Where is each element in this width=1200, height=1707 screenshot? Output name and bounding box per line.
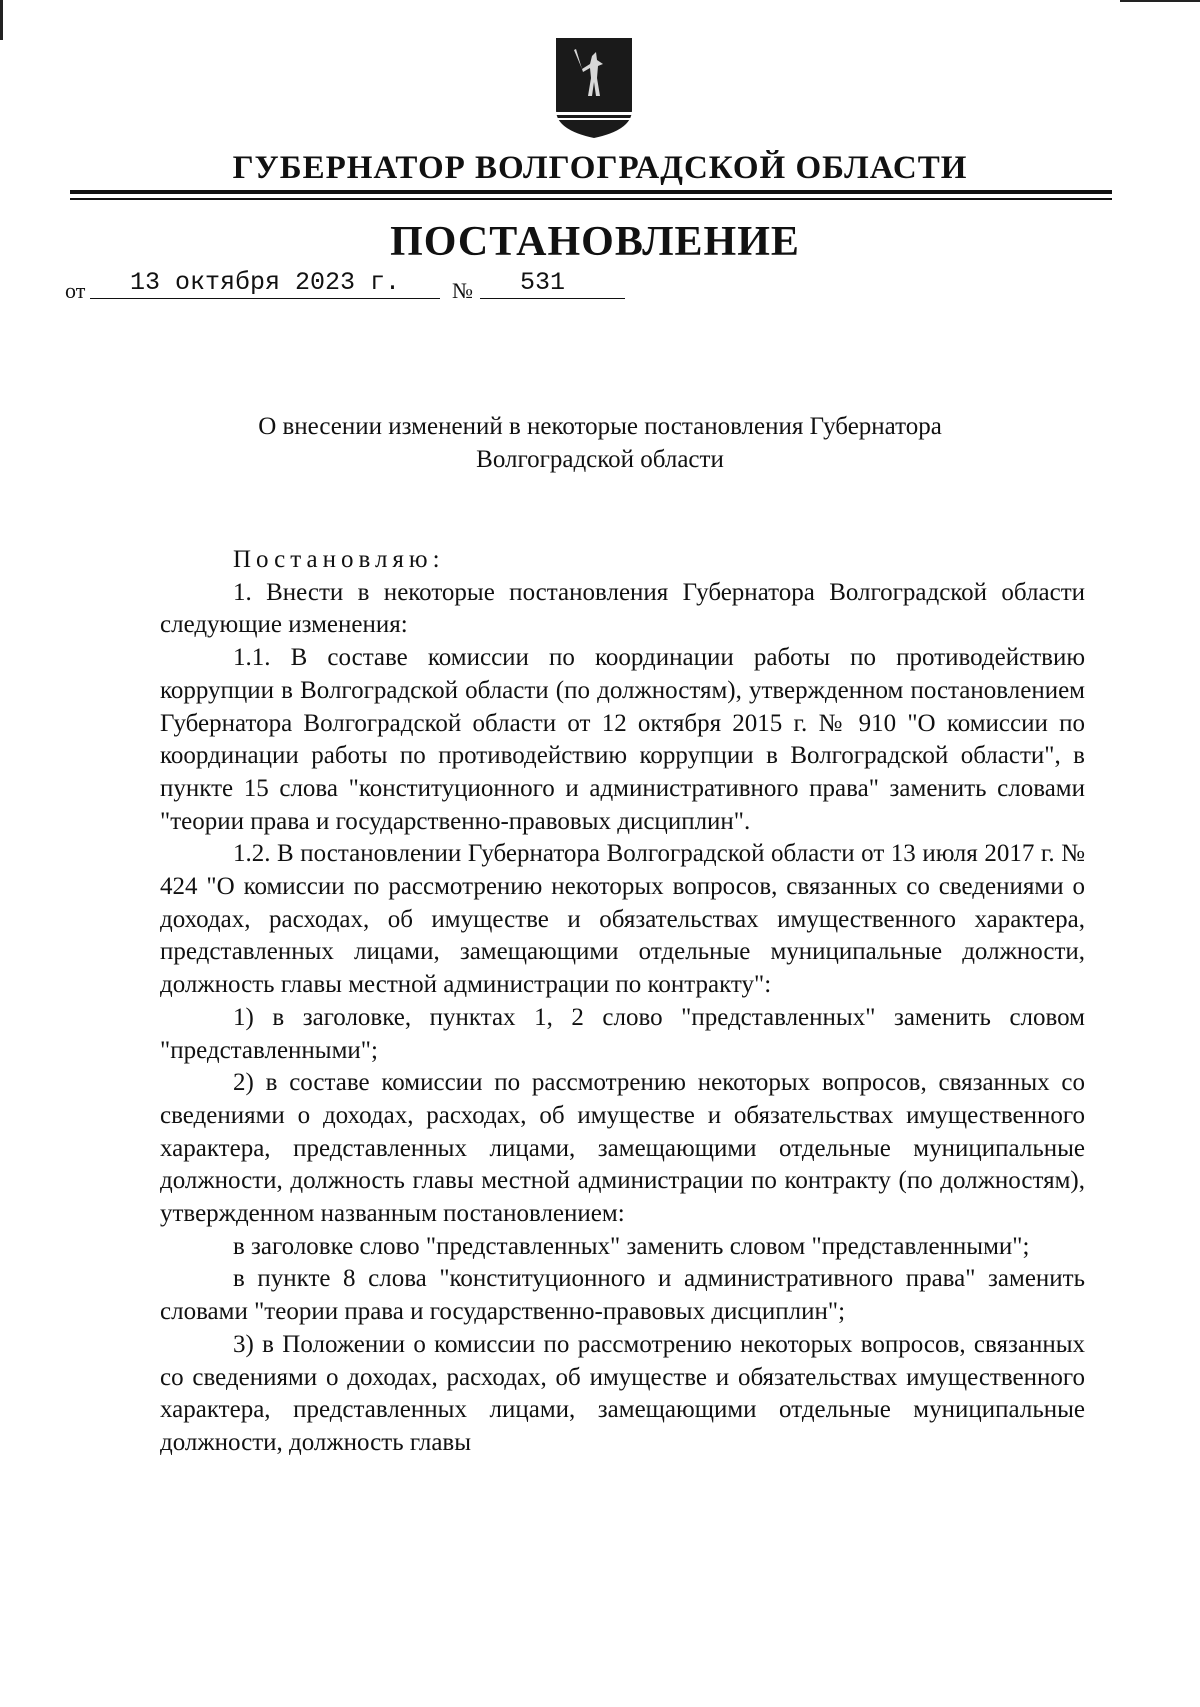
document-subject xyxy=(160,410,1040,476)
number-underline xyxy=(480,298,625,299)
date-underline xyxy=(90,298,440,299)
authority-title: ГУБЕРНАТОР ВОЛГОГРАДСКОЙ ОБЛАСТИ xyxy=(232,150,968,186)
subject-line-2: Волгоградской области xyxy=(476,446,724,473)
body-subparagraph-2: 2) в составе комиссии по рассмотрению некоторых вопросов, связанных со сведениями о доходах, расходах, об имуществе и обязательствах имущественного характера, представленных лицами, замещающими отдельные муниципальные должности, должность главы местной администрации по контракту (по должностям), утвержденном названным постановлением: xyxy=(160,1069,1085,1228)
body-subparagraph-2-a: в заголовке слово "представленных" заменить словом "представленными"; xyxy=(233,1232,1030,1260)
header-double-rule-bottom xyxy=(70,198,1112,200)
subject-line-1: О внесении изменений в некоторые постановления Губернатора xyxy=(258,413,942,440)
decree-word: Постановляю: xyxy=(233,546,445,573)
body-paragraph-1-2: 1.2. В постановлении Губернатора Волгоградской области от 13 июля 2017 г. № 424 "О комиссии по рассмотрению некоторых вопросов, связанных со сведениями о доходах, расходах, об имуществе и обязательствах имущественного характера, представленных лицами, замещающими отдельные муниципальные должности, должность главы местной администрации по контракту": xyxy=(160,840,1085,999)
document-number: 531 xyxy=(519,268,565,297)
body-paragraph-1: 1. Внести в некоторые постановления Губернатора Волгоградской области следующие изменения: xyxy=(160,578,1085,639)
document-body xyxy=(160,544,1085,1460)
coat-of-arms-emblem xyxy=(556,38,632,138)
document-type-title: ПОСТАНОВЛЕНИЕ xyxy=(390,219,800,265)
scan-mark-top-left xyxy=(0,0,3,40)
date-prefix: от xyxy=(65,278,86,303)
document-date: 13 октября 2023 г. xyxy=(129,268,401,297)
body-paragraph-1-1: 1.1. В составе комиссии по координации работы по противодействию коррупции в Волгоградской области (по должностям), утвержденном постановлением Губернатора Волгоградской области от 12 октября 2015 г. № 910 "О комиссии по координации работы по противодействию коррупции в Волгоградской области", в пункте 15 слова "конституционного и административного права" заменить словами "теории права и государственно-правовых дисциплин". xyxy=(160,644,1085,835)
number-prefix: № xyxy=(452,278,473,303)
body-subparagraph-3: 3) в Положении о комиссии по рассмотрению некоторых вопросов, связанных со сведениями о доходах, расходах, об имуществе и обязательствах имущественного характера, представленных лицами, замещающими отдельные муниципальные должности, должность главы xyxy=(160,1330,1085,1456)
body-subparagraph-2-b: в пункте 8 слова "конституционного и административного права" заменить словами "теории права и государственно-правовых дисциплин"; xyxy=(160,1265,1085,1326)
body-subparagraph-1: 1) в заголовке, пунктах 1, 2 слово "представленных" заменить словом "представленными"; xyxy=(160,1003,1085,1064)
header-double-rule-top xyxy=(70,190,1112,194)
scan-mark-top-right xyxy=(1120,0,1200,2)
